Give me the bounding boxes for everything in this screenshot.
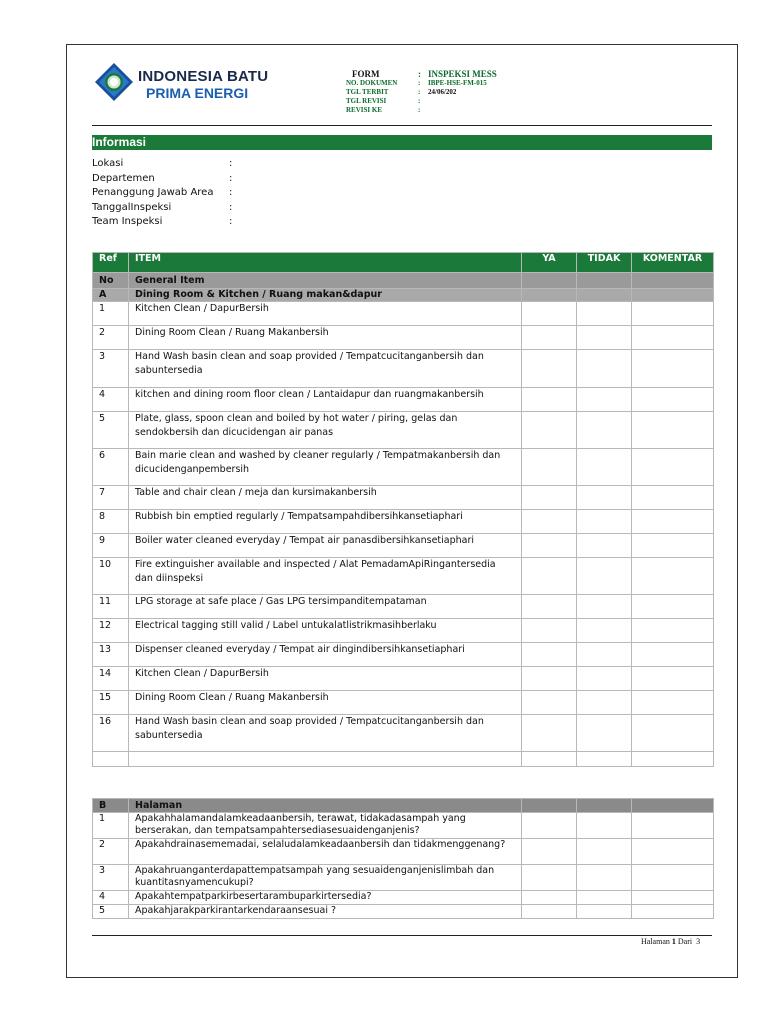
info-row: [92, 172, 232, 187]
header-ya: YA: [522, 253, 577, 273]
komentar-cell[interactable]: [632, 813, 714, 839]
row-item: Apakahruanganterdapattempatsampah yang sesuaidenganjenislimbah dan kuantitasnyamencukupi?: [129, 865, 522, 891]
colon: :: [229, 216, 233, 227]
row-item: Fire extinguisher available and inspected / Alat PemadamApiRingantersedia dan diinspeksi: [129, 558, 522, 595]
row-item: Apakahjarakparkirantarkendaraansesuai ?: [129, 905, 522, 919]
row-ref: [93, 752, 129, 767]
row-item: kitchen and dining room floor clean / Lantaidapur dan ruangmakanbersih: [129, 388, 522, 412]
row-ref: 14: [93, 667, 129, 691]
komentar-cell[interactable]: [632, 510, 714, 534]
komentar-cell[interactable]: [632, 486, 714, 510]
checklist-table-a: [92, 252, 714, 767]
row-ref: 5: [93, 905, 129, 919]
tidak-cell: [577, 273, 632, 289]
ya-cell: [522, 799, 577, 813]
table-row: [93, 486, 714, 510]
info-label: TanggalInspeksi: [92, 201, 172, 213]
tidak-cell[interactable]: [577, 813, 632, 839]
company-logo: [94, 62, 294, 108]
ya-cell[interactable]: [522, 865, 577, 891]
ya-cell: [522, 289, 577, 302]
colon: :: [418, 97, 421, 105]
row-ref: 16: [93, 715, 129, 752]
komentar-cell[interactable]: [632, 412, 714, 449]
table-row: [93, 449, 714, 486]
footer-page: 1: [671, 937, 676, 946]
section-title-bar: [92, 135, 712, 150]
row-item: Apakahdrainasememadai, selaludalamkeadaanbersih dan tidakmenggenang?: [129, 839, 522, 865]
row-item: Kitchen Clean / DapurBersih: [129, 302, 522, 326]
komentar-cell[interactable]: [632, 715, 714, 752]
tidak-cell[interactable]: [577, 752, 632, 767]
row-ref: 6: [93, 449, 129, 486]
table-a-body: [93, 302, 714, 767]
komentar-cell[interactable]: [632, 302, 714, 326]
table-row: [93, 839, 714, 865]
tidak-cell[interactable]: [577, 412, 632, 449]
row-ref: 3: [93, 865, 129, 891]
tidak-cell[interactable]: [577, 715, 632, 752]
docinfo-label: TGL REVISI: [346, 97, 387, 105]
table-row: [93, 667, 714, 691]
docinfo-label: NO. DOKUMEN: [346, 79, 398, 87]
header-ref: Ref: [93, 253, 129, 273]
table-row: [93, 813, 714, 839]
ya-cell[interactable]: [522, 510, 577, 534]
colon: :: [418, 106, 421, 114]
row-item: Hand Wash basin clean and soap provided / Tempatcucitanganbersih dan sabuntersedia: [129, 350, 522, 388]
ya-cell[interactable]: [522, 891, 577, 905]
komentar-cell[interactable]: [632, 534, 714, 558]
tidak-cell: [577, 799, 632, 813]
colon: :: [418, 69, 421, 79]
table-row: [93, 643, 714, 667]
komentar-cell[interactable]: [632, 326, 714, 350]
header-divider: [92, 125, 712, 126]
ya-cell[interactable]: [522, 595, 577, 619]
info-label: Penanggung Jawab Area: [92, 187, 214, 198]
table-row: [93, 752, 714, 767]
tidak-cell[interactable]: [577, 534, 632, 558]
row-item: Rubbish bin emptied regularly / Tempatsampahdibersihkansetiaphari: [129, 510, 522, 534]
header-item: ITEM: [129, 253, 522, 273]
section-title: Informasi: [92, 135, 147, 149]
komentar-cell[interactable]: [632, 350, 714, 388]
komentar-cell[interactable]: [632, 449, 714, 486]
tidak-cell[interactable]: [577, 691, 632, 715]
komentar-cell[interactable]: [632, 619, 714, 643]
row-ref: 10: [93, 558, 129, 595]
row-item: Dining Room Clean / Ruang Makanbersih: [129, 691, 522, 715]
row-item: Hand Wash basin clean and soap provided / Tempatcucitanganbersih dan sabuntersedia: [129, 715, 522, 752]
tidak-cell[interactable]: [577, 619, 632, 643]
row-ref: 4: [93, 891, 129, 905]
row-ref: 2: [93, 839, 129, 865]
komentar-cell[interactable]: [632, 643, 714, 667]
tidak-cell[interactable]: [577, 891, 632, 905]
row-item: Apakahtempatparkirbesertarambuparkirtersedia?: [129, 891, 522, 905]
logo-diamond-icon: [94, 62, 134, 102]
ya-cell[interactable]: [522, 643, 577, 667]
info-label: Lokasi: [92, 158, 124, 169]
colon: :: [418, 79, 421, 87]
tidak-cell[interactable]: [577, 667, 632, 691]
tidak-cell[interactable]: [577, 839, 632, 865]
ya-cell[interactable]: [522, 388, 577, 412]
table-row: [93, 302, 714, 326]
table-row: [93, 691, 714, 715]
table-row: [93, 510, 714, 534]
form-label: FORM: [352, 69, 380, 79]
row-ref: 8: [93, 510, 129, 534]
table-row: [93, 715, 714, 752]
table-row: [93, 891, 714, 905]
tidak-cell[interactable]: [577, 449, 632, 486]
page-footer: [641, 937, 700, 946]
docinfo-value: IBPE-HSE-FM-015: [428, 79, 487, 87]
row-ref: 1: [93, 302, 129, 326]
ya-cell[interactable]: [522, 905, 577, 919]
tidak-cell[interactable]: [577, 905, 632, 919]
checklist-table-b: [92, 798, 714, 919]
ya-cell[interactable]: [522, 412, 577, 449]
colon: :: [229, 187, 233, 198]
row-item: Dining Room Clean / Ruang Makanbersih: [129, 326, 522, 350]
komentar-cell: [632, 289, 714, 302]
info-fields: [92, 157, 232, 230]
section-a-row: [93, 289, 714, 302]
row-item: Bain marie clean and washed by cleaner regularly / Tempatmakanbersih dan dicucidenganpembersih: [129, 449, 522, 486]
row-ref: 12: [93, 619, 129, 643]
row-item: Boiler water cleaned everyday / Tempat air panasdibersihkansetiaphari: [129, 534, 522, 558]
table-row: [93, 388, 714, 412]
table-row: [93, 595, 714, 619]
komentar-cell[interactable]: [632, 667, 714, 691]
row-ref: 13: [93, 643, 129, 667]
tidak-cell[interactable]: [577, 510, 632, 534]
ya-cell[interactable]: [522, 558, 577, 595]
ya-cell[interactable]: [522, 667, 577, 691]
komentar-cell[interactable]: [632, 388, 714, 412]
row-item: LPG storage at safe place / Gas LPG tersimpanditempataman: [129, 595, 522, 619]
ya-cell[interactable]: [522, 619, 577, 643]
footer-total: 3: [696, 937, 701, 946]
info-row: [92, 215, 232, 230]
ya-cell[interactable]: [522, 350, 577, 388]
logo-line1: INDONESIA BATU: [138, 68, 269, 85]
komentar-cell[interactable]: [632, 865, 714, 891]
logo-line2: PRIMA ENERGI: [146, 85, 249, 101]
colon: :: [229, 158, 233, 169]
table-row: [93, 534, 714, 558]
ya-cell[interactable]: [522, 691, 577, 715]
docinfo-label: REVISI KE: [346, 106, 382, 114]
section-ref: A: [93, 289, 129, 302]
tidak-cell[interactable]: [577, 595, 632, 619]
info-row: [92, 201, 232, 216]
ya-cell[interactable]: [522, 813, 577, 839]
komentar-cell[interactable]: [632, 905, 714, 919]
tidak-cell[interactable]: [577, 486, 632, 510]
komentar-cell: [632, 273, 714, 289]
ya-cell[interactable]: [522, 752, 577, 767]
tidak-cell[interactable]: [577, 388, 632, 412]
row-ref: 2: [93, 326, 129, 350]
table-row: [93, 905, 714, 919]
table-row: [93, 619, 714, 643]
info-row: [92, 157, 232, 172]
section-b-row: [93, 799, 714, 813]
row-item: Plate, glass, spoon clean and boiled by hot water / piring, gelas dan sendokbersih dan dicucidengan air panas: [129, 412, 522, 449]
colon: :: [229, 172, 233, 184]
tidak-cell[interactable]: [577, 865, 632, 891]
docinfo-value: 24/06/202: [428, 88, 457, 96]
table-row: [93, 558, 714, 595]
form-value: INSPEKSI MESS: [428, 69, 497, 79]
row-ref: 9: [93, 534, 129, 558]
komentar-cell[interactable]: [632, 839, 714, 865]
komentar-cell: [632, 799, 714, 813]
section-item: Halaman: [129, 799, 522, 813]
header-tidak: TIDAK: [577, 253, 632, 273]
ya-cell[interactable]: [522, 534, 577, 558]
tidak-cell[interactable]: [577, 326, 632, 350]
table-row: [93, 326, 714, 350]
row-ref: 11: [93, 595, 129, 619]
section-ref: B: [93, 799, 129, 813]
row-ref: 15: [93, 691, 129, 715]
row-item: Apakahhalamandalamkeadaanbersih, terawat, tidakadasampah yang berserakan, dan tempatsampahtersediasesuaidenganjenis?: [129, 813, 522, 839]
ya-cell[interactable]: [522, 839, 577, 865]
komentar-cell[interactable]: [632, 891, 714, 905]
row-item: Dispenser cleaned everyday / Tempat air dingindibersihkansetiaphari: [129, 643, 522, 667]
row-ref: 1: [93, 813, 129, 839]
row-item: Table and chair clean / meja dan kursimakanbersih: [129, 486, 522, 510]
komentar-cell[interactable]: [632, 691, 714, 715]
row-item: [129, 752, 522, 767]
table-header-row: [93, 253, 714, 273]
ya-cell[interactable]: [522, 326, 577, 350]
footer-prefix: Halaman: [641, 937, 670, 946]
table-row: [93, 350, 714, 388]
info-label: Team Inspeksi: [92, 216, 163, 227]
docinfo-label: TGL TERBIT: [346, 88, 389, 96]
row-item: Electrical tagging still valid / Label untukalatlistrikmasihberlaku: [129, 619, 522, 643]
tidak-cell[interactable]: [577, 558, 632, 595]
row-ref: 7: [93, 486, 129, 510]
colon: :: [229, 201, 233, 213]
table-b-body: [93, 813, 714, 919]
ya-cell[interactable]: [522, 449, 577, 486]
general-item: General Item: [129, 273, 522, 289]
ya-cell[interactable]: [522, 715, 577, 752]
komentar-cell[interactable]: [632, 595, 714, 619]
tidak-cell[interactable]: [577, 350, 632, 388]
ya-cell[interactable]: [522, 486, 577, 510]
colon: :: [418, 88, 421, 96]
ya-cell[interactable]: [522, 302, 577, 326]
footer-sep: Dari: [677, 937, 693, 946]
row-ref: 5: [93, 412, 129, 449]
row-ref: 4: [93, 388, 129, 412]
section-item: Dining Room & Kitchen / Ruang makan&dapur: [129, 289, 522, 302]
info-row: [92, 186, 232, 201]
general-item-row: [93, 273, 714, 289]
tidak-cell[interactable]: [577, 302, 632, 326]
tidak-cell: [577, 289, 632, 302]
document-info: [346, 69, 497, 115]
general-ref: No: [93, 273, 129, 289]
komentar-cell[interactable]: [632, 752, 714, 767]
table-row: [93, 412, 714, 449]
table-row: [93, 865, 714, 891]
info-label: Departemen: [92, 172, 155, 184]
header-komentar: KOMENTAR: [632, 253, 714, 273]
komentar-cell[interactable]: [632, 558, 714, 595]
tidak-cell[interactable]: [577, 643, 632, 667]
row-item: Kitchen Clean / DapurBersih: [129, 667, 522, 691]
row-ref: 3: [93, 350, 129, 388]
footer-divider: [92, 935, 712, 936]
ya-cell: [522, 273, 577, 289]
